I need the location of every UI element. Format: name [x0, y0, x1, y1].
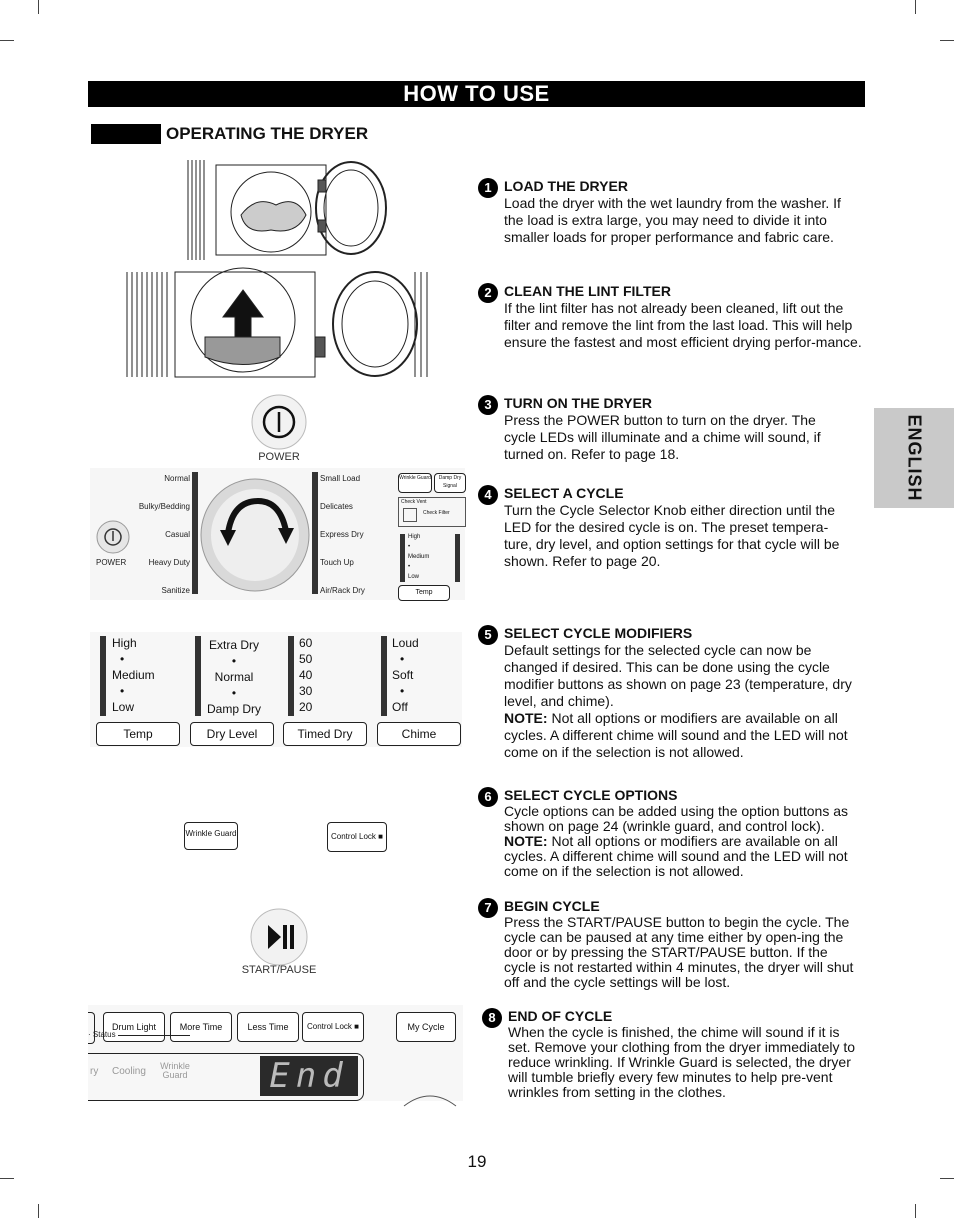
my-cycle-button: My Cycle: [396, 1012, 456, 1042]
dry-level-led-column: [195, 636, 201, 716]
dryer-load-illustration: [186, 160, 396, 260]
temp-levels: High • Medium • Low: [112, 636, 155, 714]
step-4: 4 SELECT A CYCLE Turn the Cycle Selector Knob either direction until the LED for the desired cycle is on. The preset tempera-ture, dry level, and option settings for that cycle will be shown. Refer to page 20.: [478, 485, 863, 570]
lock-icon: ■: [375, 832, 383, 841]
timed-dry-button: Timed Dry: [283, 722, 367, 746]
cycle-bulky-label: Bulky/Bedding: [138, 502, 190, 511]
end-display: End: [260, 1056, 358, 1096]
small-power-label: POWER: [96, 558, 127, 567]
chime-button: Chime: [377, 722, 461, 746]
start-pause-icon: [248, 908, 310, 966]
status-rule: [118, 1035, 190, 1036]
control-lock-button: Control Lock ■: [327, 822, 387, 852]
step-body: If the lint filter has not already been cleaned, lift out the filter and remove the lint from the last load. This will help ensure the fastest and most efficient drying perfor-mance.: [504, 300, 862, 350]
mini-temp-button: Temp: [398, 585, 450, 601]
check-indicators: Check Vent Check Filter: [398, 497, 466, 527]
status-cooling: Cooling: [112, 1066, 146, 1077]
step-body: When the cycle is finished, the chime will sound if it is set. Remove your clothing from the dryer immediately to reduce wrinkling. If Wrinkle Guard is selected, the dryer will tumble briefly every few minutes to help pre-vent wrinkles from setting in the clothes.: [508, 1024, 856, 1100]
page-number: 19: [467, 1152, 487, 1171]
step-title: TURN ON THE DRYER: [504, 395, 653, 411]
step-5: 5 SELECT CYCLE MODIFIERS Default settings for the selected cycle can now be changed if desired. This can be done using the cycle modifier buttons as shown on page 23 (temperature, dry level, and chime). NOTE: Not all options or modifiers are available on all cycles. A different chime will sound and the LED will not come on if the selection is not allowed.: [478, 625, 863, 761]
step-8: 8 END OF CYCLE When the cycle is finished, the chime will sound if it is set. Remove your clothing from the dryer immediately to reduce wrinkling. If Wrinkle Guard is selected, the dryer will tumble briefly every few minutes to help pre-vent wrinkles from setting in the clothes.: [482, 1008, 862, 1100]
step-title: CLEAN THE LINT FILTER: [504, 283, 671, 299]
section-marker: [91, 124, 161, 144]
dry-levels: Extra Dry • Normal • Damp Dry: [206, 638, 261, 716]
language-tab: ENGLISH: [874, 408, 954, 508]
step-title: BEGIN CYCLE: [504, 898, 600, 914]
step-1: 1 LOAD THE DRYER Load the dryer with the wet laundry from the washer. If the load is extra large, you may need to divide it into smaller loads for proper performance and fabric care.: [478, 178, 863, 246]
drum-light-button: Drum Light: [103, 1012, 165, 1042]
step-body: Default settings for the selected cycle can now be changed if desired. This can be done using the cycle modifier buttons as shown on page 23 (temperature, dry level, and chime).: [504, 642, 852, 709]
display-glare-mark: [402, 1094, 458, 1108]
step-note: NOTE: Not all options or modifiers are available on all cycles. A different chime will sound and the LED will not come on if the selection is not allowed.: [504, 710, 848, 760]
mini-temp-led: [400, 534, 405, 582]
dry-level-button: Dry Level: [190, 722, 274, 746]
status-wrinkle-guard: Wrinkle Guard: [160, 1061, 190, 1080]
mini-temp-levels: High • Medium • Low: [408, 534, 430, 580]
step-3: 3 TURN ON THE DRYER Press the POWER button to turn on the dryer. The cycle LEDs will illuminate and a chime will sound, if turned on. Refer to page 18.: [478, 395, 863, 463]
cycle-heavy-duty-label: Heavy Duty: [148, 558, 190, 567]
step-title: SELECT CYCLE MODIFIERS: [504, 625, 693, 641]
cycle-small-load-label: Small Load: [320, 474, 361, 483]
page-banner: HOW TO USE: [88, 81, 865, 107]
cycle-touch-up-label: Touch Up: [320, 558, 354, 567]
lint-filter-illustration: [125, 272, 430, 380]
step-body: Press the START/PAUSE button to begin the cycle. The cycle can be paused at any time either by open-ing the door or by pressing the START/PAUSE button. If the cycle is not restarted within 4 minutes, the dryer will shut off and the cycle settings will be lost.: [504, 914, 854, 990]
cycle-casual-label: Casual: [165, 530, 190, 539]
step-body: Load the dryer with the wet laundry from the washer. If the load is extra large, you may need to divide it into smaller loads for proper performance and fabric care.: [504, 195, 841, 245]
step-2: 2 CLEAN THE LINT FILTER If the lint filter has not already been cleaned, lift out the filter and remove the lint from the last load. This will help ensure the fastest and most efficient drying perfor-mance.: [478, 283, 863, 351]
step-title: SELECT A CYCLE: [504, 485, 624, 501]
temp-led-column: [100, 636, 106, 716]
step-note: NOTE: Not all options or modifiers are available on all cycles. A different chime will sound and the LED will not come on if the selection is not allowed.: [504, 833, 848, 879]
cycle-delicates-label: Delicates: [320, 502, 353, 511]
mini-wrinkle-guard-button: Wrinkle Guard: [398, 473, 432, 493]
mini-led-right: [455, 534, 460, 582]
mini-damp-dry-button: Damp Dry Signal: [434, 473, 466, 493]
control-lock-button-2: Control Lock ■: [302, 1012, 364, 1042]
temp-button: Temp: [96, 722, 180, 746]
chime-levels: Loud • Soft • Off: [392, 636, 419, 714]
more-time-button: More Time: [170, 1012, 232, 1042]
step-title: END OF CYCLE: [508, 1008, 613, 1024]
cycle-air-rack-dry-label: Air/Rack Dry: [320, 586, 365, 595]
chime-led-column: [381, 636, 387, 716]
cycle-express-dry-label: Express Dry: [320, 530, 364, 539]
right-led-column: [312, 472, 318, 594]
step-body: Cycle options can be added using the option buttons as shown on page 24 (wrinkle guard, and control lock).: [504, 803, 849, 834]
cycle-sanitize-label: Sanitize: [161, 586, 190, 595]
step-body: Press the POWER button to turn on the dryer. The cycle LEDs will illuminate and a chime will sound, if turned on. Refer to page 18.: [504, 412, 821, 462]
start-pause-label: START/PAUSE: [241, 964, 317, 976]
step-title: LOAD THE DRYER: [504, 178, 628, 194]
status-label: · Status: [88, 1030, 116, 1039]
cycle-knob-icon: [200, 478, 310, 593]
timed-dry-led-column: [288, 636, 294, 716]
step-6: 6 SELECT CYCLE OPTIONS Cycle options can be added using the option buttons as shown on page 24 (wrinkle guard, and control lock). NOTE: Not all options or modifiers are available on all cycles. A different chime will sound and the LED will not come on if the selection is not allowed.: [478, 787, 863, 879]
lock-icon: ■: [351, 1022, 359, 1031]
section-title: OPERATING THE DRYER: [166, 124, 369, 143]
status-dry: ry: [90, 1066, 99, 1077]
step-7: 7 BEGIN CYCLE Press the START/PAUSE button to begin the cycle. The cycle can be paused at any time either by open-ing the door or by pressing the START/PAUSE button. If the cycle is not restarted within 4 minutes, the dryer will shut off and the cycle settings will be lost.: [478, 898, 863, 990]
step-title: SELECT CYCLE OPTIONS: [504, 787, 678, 803]
timed-dry-levels: 60 50 40 30 20: [299, 636, 313, 714]
power-button-icon: [250, 394, 308, 450]
cycle-normal-label: Normal: [164, 474, 190, 483]
left-led-column: [192, 472, 198, 594]
wrinkle-guard-button: Wrinkle Guard: [184, 822, 238, 850]
less-time-button: Less Time: [237, 1012, 299, 1042]
small-power-icon: [96, 520, 130, 554]
step-body: Turn the Cycle Selector Knob either direction until the LED for the desired cycle is on. The preset tempera-ture, dry level, and option settings for that cycle will be shown. Refer to page 20.: [504, 502, 840, 569]
power-label: POWER: [258, 451, 300, 463]
